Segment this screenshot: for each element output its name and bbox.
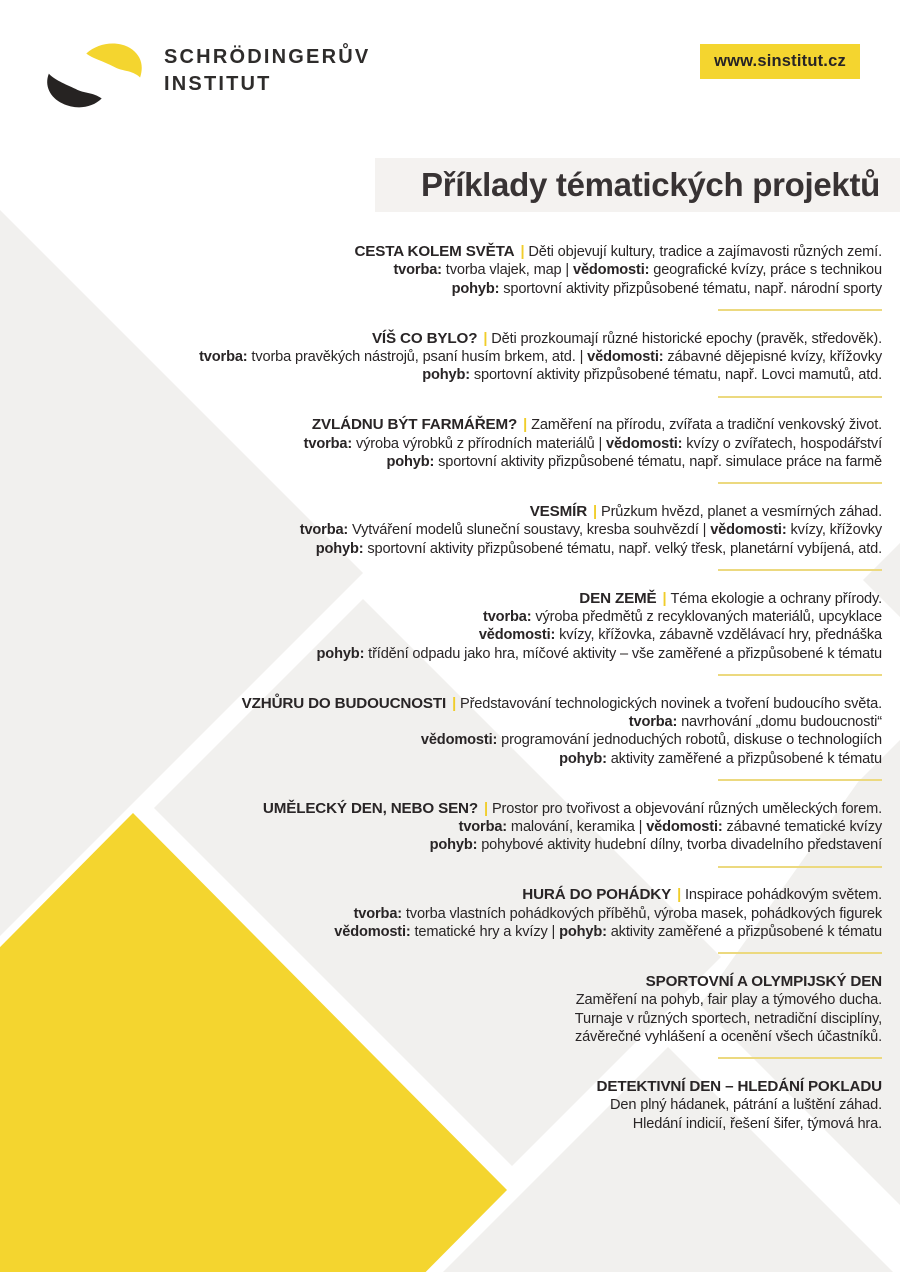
line-text: tematické hry a kvízy | [410, 924, 560, 940]
project-section [156, 590, 882, 682]
section-separator [718, 674, 882, 676]
section-description: Prostor pro tvořivost a objevování různých uměleckých forem. [491, 800, 882, 817]
project-section [156, 886, 882, 960]
section-title: VZHŮRU DO BUDOUCNOSTI [241, 694, 447, 712]
line-text: kvízy o zvířatech, hospodářství [682, 435, 882, 452]
section-text-line [156, 1028, 882, 1046]
line-label: pohyb: [386, 454, 435, 471]
line-label: vědomosti: [646, 818, 723, 835]
line-text: sportovní aktivity přizpůsobené tématu, např. národní sporty [499, 280, 882, 297]
line-text: Turnaje v různých sportech, netradiční disciplíny, [574, 1010, 882, 1027]
title-pipe-separator: | [523, 417, 528, 434]
line-label: tvorba: [353, 905, 402, 922]
line-label: pohyb: [559, 924, 607, 940]
line-text: výroba výrobků z přírodních materiálů | [352, 435, 607, 452]
line-label: vědomosti: [478, 627, 556, 644]
title-pipe-separator: | [593, 503, 597, 520]
line-label: vědomosti: [334, 924, 411, 940]
section-text-line [156, 366, 882, 384]
section-separator [718, 569, 882, 571]
section-title: DEN ZEMĚ [579, 589, 657, 607]
section-text-line [156, 453, 882, 471]
line-label: pohyb: [429, 837, 478, 854]
section-text-line [156, 1010, 882, 1028]
section-title: VESMÍR [529, 502, 588, 520]
section-text-line [156, 836, 882, 854]
line-text: tvorba vlastních pohádkových příběhů, výroba masek, pohádkových figurek [402, 905, 882, 922]
line-text: kvízy, křížovka, zábavně vzdělávací hry, přednáška [555, 627, 882, 644]
line-text: pohybové aktivity hudební dílny, tvorba divadelního představení [477, 837, 882, 854]
section-description: Inspirace pohádkovým světem. [685, 887, 882, 904]
line-label: pohyb: [451, 280, 500, 297]
section-text-line [156, 713, 882, 731]
section-title: HURÁ DO POHÁDKY [522, 886, 672, 904]
section-title: SPORTOVNÍ A OLYMPIJSKÝ DEN [645, 972, 882, 990]
section-separator [718, 779, 882, 781]
section-text-line [156, 923, 882, 941]
section-text-line [156, 280, 882, 298]
section-description: Děti prozkoumají různé historické epochy (pravěk, středověk). [491, 330, 882, 347]
section-text-line [156, 645, 882, 663]
line-label: pohyb: [559, 750, 607, 767]
line-label: vědomosti: [572, 262, 650, 279]
institute-name-line1: SCHRÖDINGERŮV [164, 46, 371, 68]
title-pipe-separator: | [520, 244, 525, 260]
section-description: Téma ekologie a ochrany přírody. [670, 590, 882, 607]
section-text-line [156, 818, 882, 836]
title-strip [375, 158, 900, 212]
section-text-line [156, 1096, 882, 1114]
projects-list [156, 243, 882, 1167]
section-title-line [156, 1078, 882, 1096]
project-section [156, 800, 882, 874]
page-title: Příklady tématických projektů [421, 166, 880, 203]
line-label: vědomosti: [420, 732, 498, 749]
line-text: aktivity zaměřené a přizpůsobené k tématu [606, 750, 882, 767]
institute-logo [38, 40, 370, 112]
line-label: vědomosti: [710, 522, 787, 539]
section-separator [718, 396, 882, 398]
title-pipe-separator: | [452, 695, 456, 712]
title-pipe-separator: | [662, 590, 667, 607]
project-section [156, 503, 882, 577]
institute-name [164, 44, 370, 98]
line-text: geografické kvízy, práce s technikou [649, 262, 882, 279]
section-description: Děti objevují kultury, tradice a zajímavosti různých zemí. [528, 244, 882, 260]
line-label: tvorba: [303, 435, 353, 452]
line-text: Vytváření modelů sluneční soustavy, kresba souhvězdí | [348, 522, 711, 539]
line-label: tvorba: [483, 608, 532, 625]
title-pipe-separator: | [677, 887, 682, 904]
section-title-line [156, 330, 882, 348]
line-text: výroba předmětů z recyklovaných materiálů, upcyklace [531, 608, 882, 625]
line-text: závěrečné vyhlášení a ocenění všech účastníků. [574, 1029, 882, 1046]
project-section [156, 243, 882, 317]
section-title: CESTA KOLEM SVĚTA [354, 243, 515, 260]
line-text: sportovní aktivity přizpůsobené tématu, např. simulace práce na farmě [434, 454, 882, 471]
line-text: sportovní aktivity přizpůsobené tématu, např. Lovci mamutů, atd. [469, 367, 882, 384]
line-label: pohyb: [316, 645, 365, 662]
section-title-line [156, 590, 882, 608]
line-text: Zaměření na pohyb, fair play a týmového ducha. [575, 992, 882, 1009]
section-separator [718, 952, 882, 954]
website-badge [700, 44, 860, 79]
line-label: tvorba: [628, 713, 678, 730]
section-separator [718, 1057, 882, 1059]
section-text-line [156, 991, 882, 1009]
section-text-line [156, 731, 882, 749]
section-text-line [156, 626, 882, 644]
section-text-line [156, 608, 882, 626]
section-title-line [156, 973, 882, 991]
project-section [156, 695, 882, 787]
section-title-line [156, 800, 882, 818]
section-title-line [156, 886, 882, 904]
logo-swoosh-black [47, 74, 101, 108]
line-text: programování jednoduchých robotů, diskuse o technologiích [497, 732, 882, 749]
line-label: pohyb: [315, 540, 364, 557]
line-label: tvorba: [299, 522, 349, 539]
title-pipe-separator: | [484, 800, 488, 817]
section-title: ZVLÁDNU BÝT FARMÁŘEM? [311, 416, 518, 434]
section-text-line [156, 905, 882, 923]
section-text-line [156, 261, 882, 279]
project-section [156, 973, 882, 1065]
line-text: kvízy, křížovky [786, 522, 882, 539]
section-title: DETEKTIVNÍ DEN – HLEDÁNÍ POKLADU [596, 1077, 882, 1095]
website-url: www.sinstitut.cz [714, 52, 846, 70]
section-separator [718, 309, 882, 311]
section-title: UMĚLECKÝ DEN, NEBO SEN? [262, 799, 478, 817]
section-text-line [156, 521, 882, 539]
section-title-line [156, 695, 882, 713]
project-section [156, 416, 882, 490]
line-label: tvorba: [458, 818, 508, 835]
section-text-line [156, 540, 882, 558]
line-text: tvorba pravěkých nástrojů, psaní husím brkem, atd. | [247, 349, 588, 366]
line-text: zábavné dějepisné kvízy, křížovky [663, 349, 882, 366]
line-text: třídění odpadu jako hra, míčové aktivity – vše zaměřené a přizpůsobené k tématu [364, 645, 882, 662]
line-text: aktivity zaměřené a přizpůsobené k tématu [606, 924, 882, 940]
section-title-line [156, 416, 882, 434]
title-pipe-separator: | [483, 330, 488, 347]
logo-swoosh-icon [38, 40, 150, 112]
line-text: zábavné tematické kvízy [722, 818, 882, 835]
line-text: Hledání indicií, řešení šifer, týmová hra. [632, 1115, 882, 1132]
section-description: Představování technologických novinek a tvoření budoucího světa. [460, 695, 882, 712]
line-text: malování, keramika | [507, 818, 647, 835]
institute-name-line2: INSTITUT [164, 73, 272, 95]
section-title-line [156, 243, 882, 261]
section-title: VÍŠ CO BYLO? [371, 329, 478, 347]
section-text-line [156, 750, 882, 768]
line-text: sportovní aktivity přizpůsobené tématu, např. velký třesk, planetární vybíjená, atd. [363, 540, 882, 557]
line-text: navrhování „domu budoucnosti“ [677, 713, 882, 730]
section-description: Průzkum hvězd, planet a vesmírných záhad. [600, 503, 882, 520]
logo-swoosh-yellow [86, 43, 141, 77]
line-label: vědomosti: [606, 435, 683, 452]
section-text-line [156, 435, 882, 453]
section-description: Zaměření na přírodu, zvířata a tradiční venkovský život. [531, 417, 882, 434]
section-title-line [156, 503, 882, 521]
line-label: pohyb: [422, 367, 470, 384]
project-section [156, 330, 882, 404]
project-section [156, 1078, 882, 1133]
section-text-line [156, 1115, 882, 1133]
line-text: tvorba vlajek, map | [441, 262, 573, 279]
line-label: tvorba: [393, 262, 442, 279]
section-text-line [156, 348, 882, 366]
line-label: tvorba: [199, 349, 248, 366]
line-label: vědomosti: [587, 349, 664, 366]
line-text: Den plný hádanek, pátrání a luštění záhad. [610, 1097, 882, 1114]
section-separator [718, 866, 882, 868]
section-separator [718, 482, 882, 484]
